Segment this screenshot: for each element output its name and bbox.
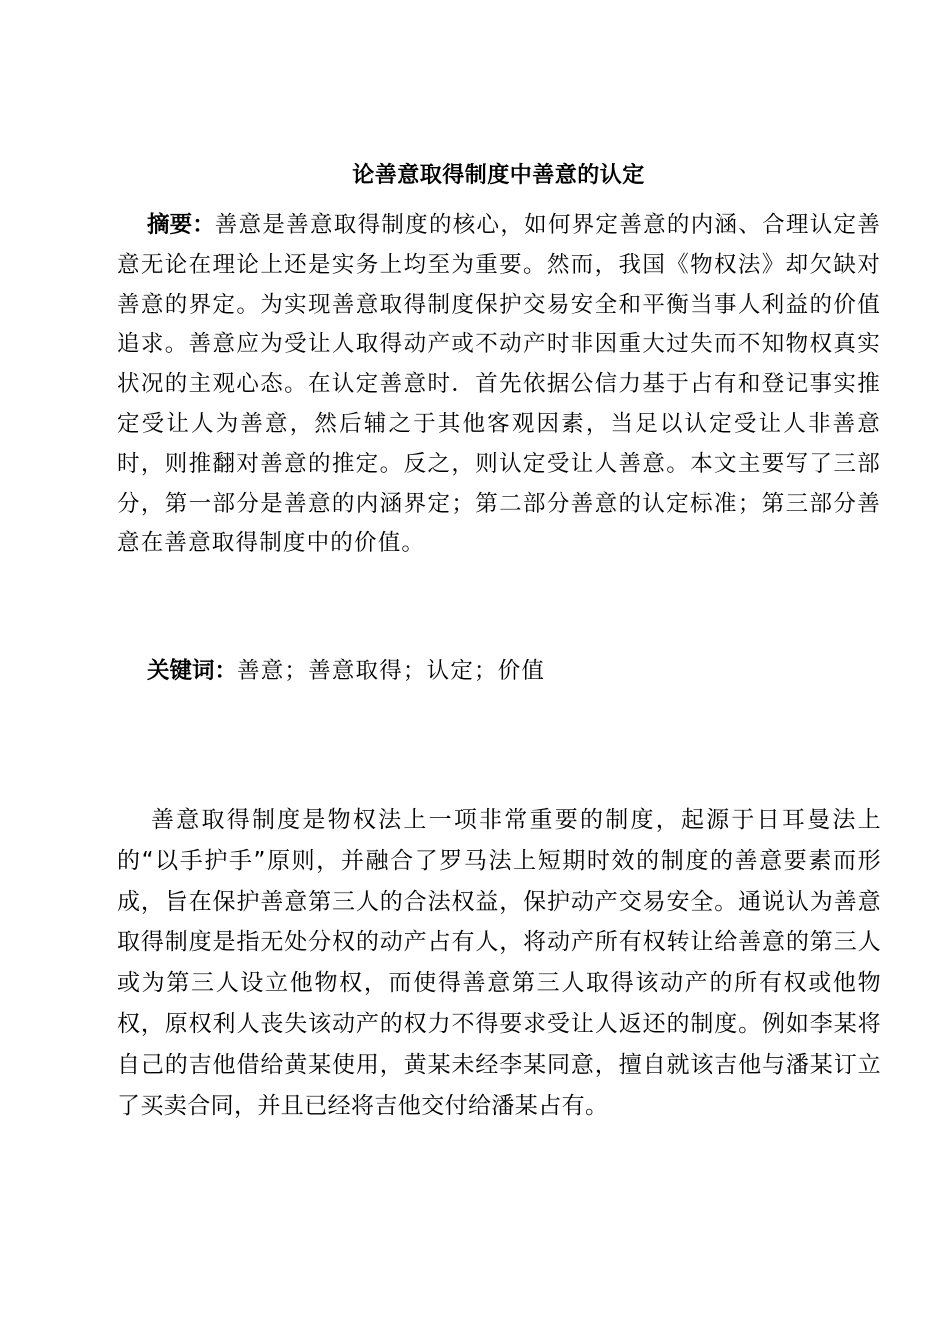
keywords-label: 关键词： bbox=[147, 658, 238, 684]
abstract-paragraph bbox=[117, 206, 881, 564]
abstract-label: 摘要： bbox=[147, 212, 215, 238]
keywords-text: 善意；善意取得；认定；价值 bbox=[237, 658, 546, 684]
document-title: 论善意取得制度中善意的认定 bbox=[352, 162, 645, 188]
abstract-text: 善意是善意取得制度的核心，如何界定善意的内涵、合理认定善意无论在理论上还是实务上均至为重要。然而，我国《物权法》却欠缺对善意的界定。为实现善意取得制度保护交易安全和平衡当事人利益的价值追求。善意应为受让人取得动产或不动产时非因重大过失而不知物权真实状况的主观心态。在认定善意时．首先依据公信力基于占有和登记事实推定受让人为善意，然后辅之于其他客观因素，当足以认定受让人非善意时，则推翻对善意的推定。反之，则认定受让人善意。本文主要写了三部分，第一部分是善意的内涵界定；第二部分善意的认定标准；第三部分善意在善意取得制度中的价值。 bbox=[117, 212, 881, 557]
keywords-line bbox=[147, 652, 545, 692]
body-paragraph: 善意取得制度是物权法上一项非常重要的制度，起源于日耳曼法上的“以手护手”原则，并融合了罗马法上短期时效的制度的善意要素而形成，旨在保护善意第三人的合法权益，保护动产交易安全。通说认为善意取得制度是指无处分权的动产占有人，将动产所有权转让给善意的第三人或为第三人设立他物权，而使得善意第三人取得该动产的所有权或他物权，原权利人丧失该动产的权力不得要求受让人返还的制度。例如李某将自己的吉他借给黄某使用，黄某未经李某同意，擅自就该吉他与潘某订立了买卖合同，并且已经将吉他交付给潘某占有。 bbox=[117, 807, 881, 1119]
